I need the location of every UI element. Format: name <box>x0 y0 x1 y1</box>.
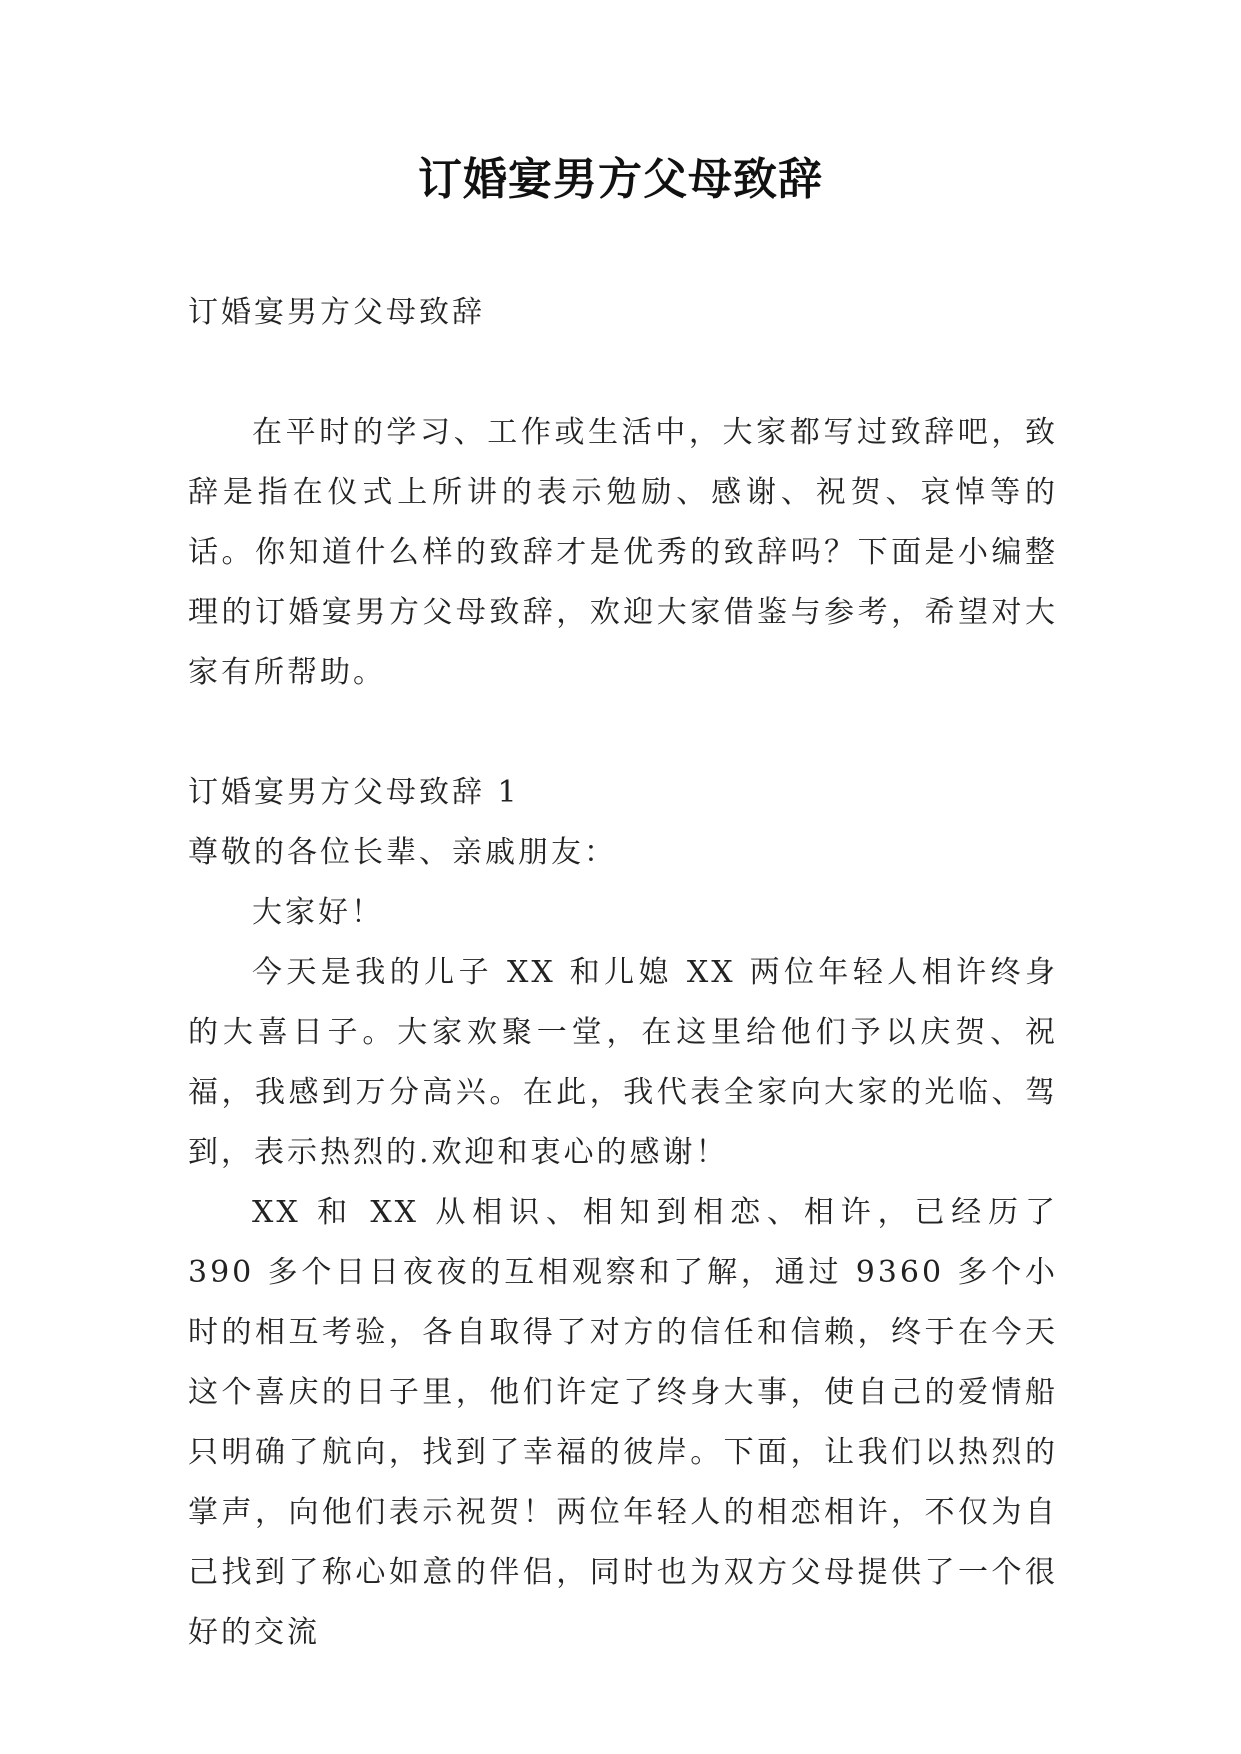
greeting-line: 大家好！ <box>252 895 384 930</box>
body-paragraph-2: XX 和 XX 从相识、相知到相恋、相许，已经历了 390 多个日日夜夜的互相观察和了解，通过 9360 多个小时的相互考验，各自取得了对方的信任和信赖，终于在今天这个喜庆的日子里，他们许定了终身大事，使自己的爱情船只明确了航向，找到了幸福的彼岸。下面，让我们以热烈的掌声，向他们表示祝贺！两位年轻人的相恋相许，不仅为自己找到了称心如意的伴侣，同时也为双方父母提供了一个很好的交流 <box>188 1195 1058 1650</box>
intro-paragraph: 在平时的学习、工作或生活中，大家都写过致辞吧，致辞是指在仪式上所讲的表示勉励、感谢、祝贺、哀悼等的话。你知道什么样的致辞才是优秀的致辞吗？下面是小编整理的订婚宴男方父母致辞，欢迎大家借鉴与参考，希望对大家有所帮助。 <box>188 415 1058 690</box>
document-title: 订婚宴男方父母致辞 <box>418 154 823 205</box>
document-body <box>188 283 1058 1663</box>
document-subtitle: 订婚宴男方父母致辞 <box>188 295 485 330</box>
section-heading: 订婚宴男方父母致辞 1 <box>188 775 520 810</box>
body-paragraph-1: 今天是我的儿子 XX 和儿媳 XX 两位年轻人相许终身的大喜日子。大家欢聚一堂，在这里给他们予以庆贺、祝福，我感到万分高兴。在此，我代表全家向大家的光临、驾到，表示热烈的.欢迎和衷心的感谢！ <box>188 955 1058 1170</box>
salutation-line: 尊敬的各位长辈、亲戚朋友： <box>188 835 617 870</box>
